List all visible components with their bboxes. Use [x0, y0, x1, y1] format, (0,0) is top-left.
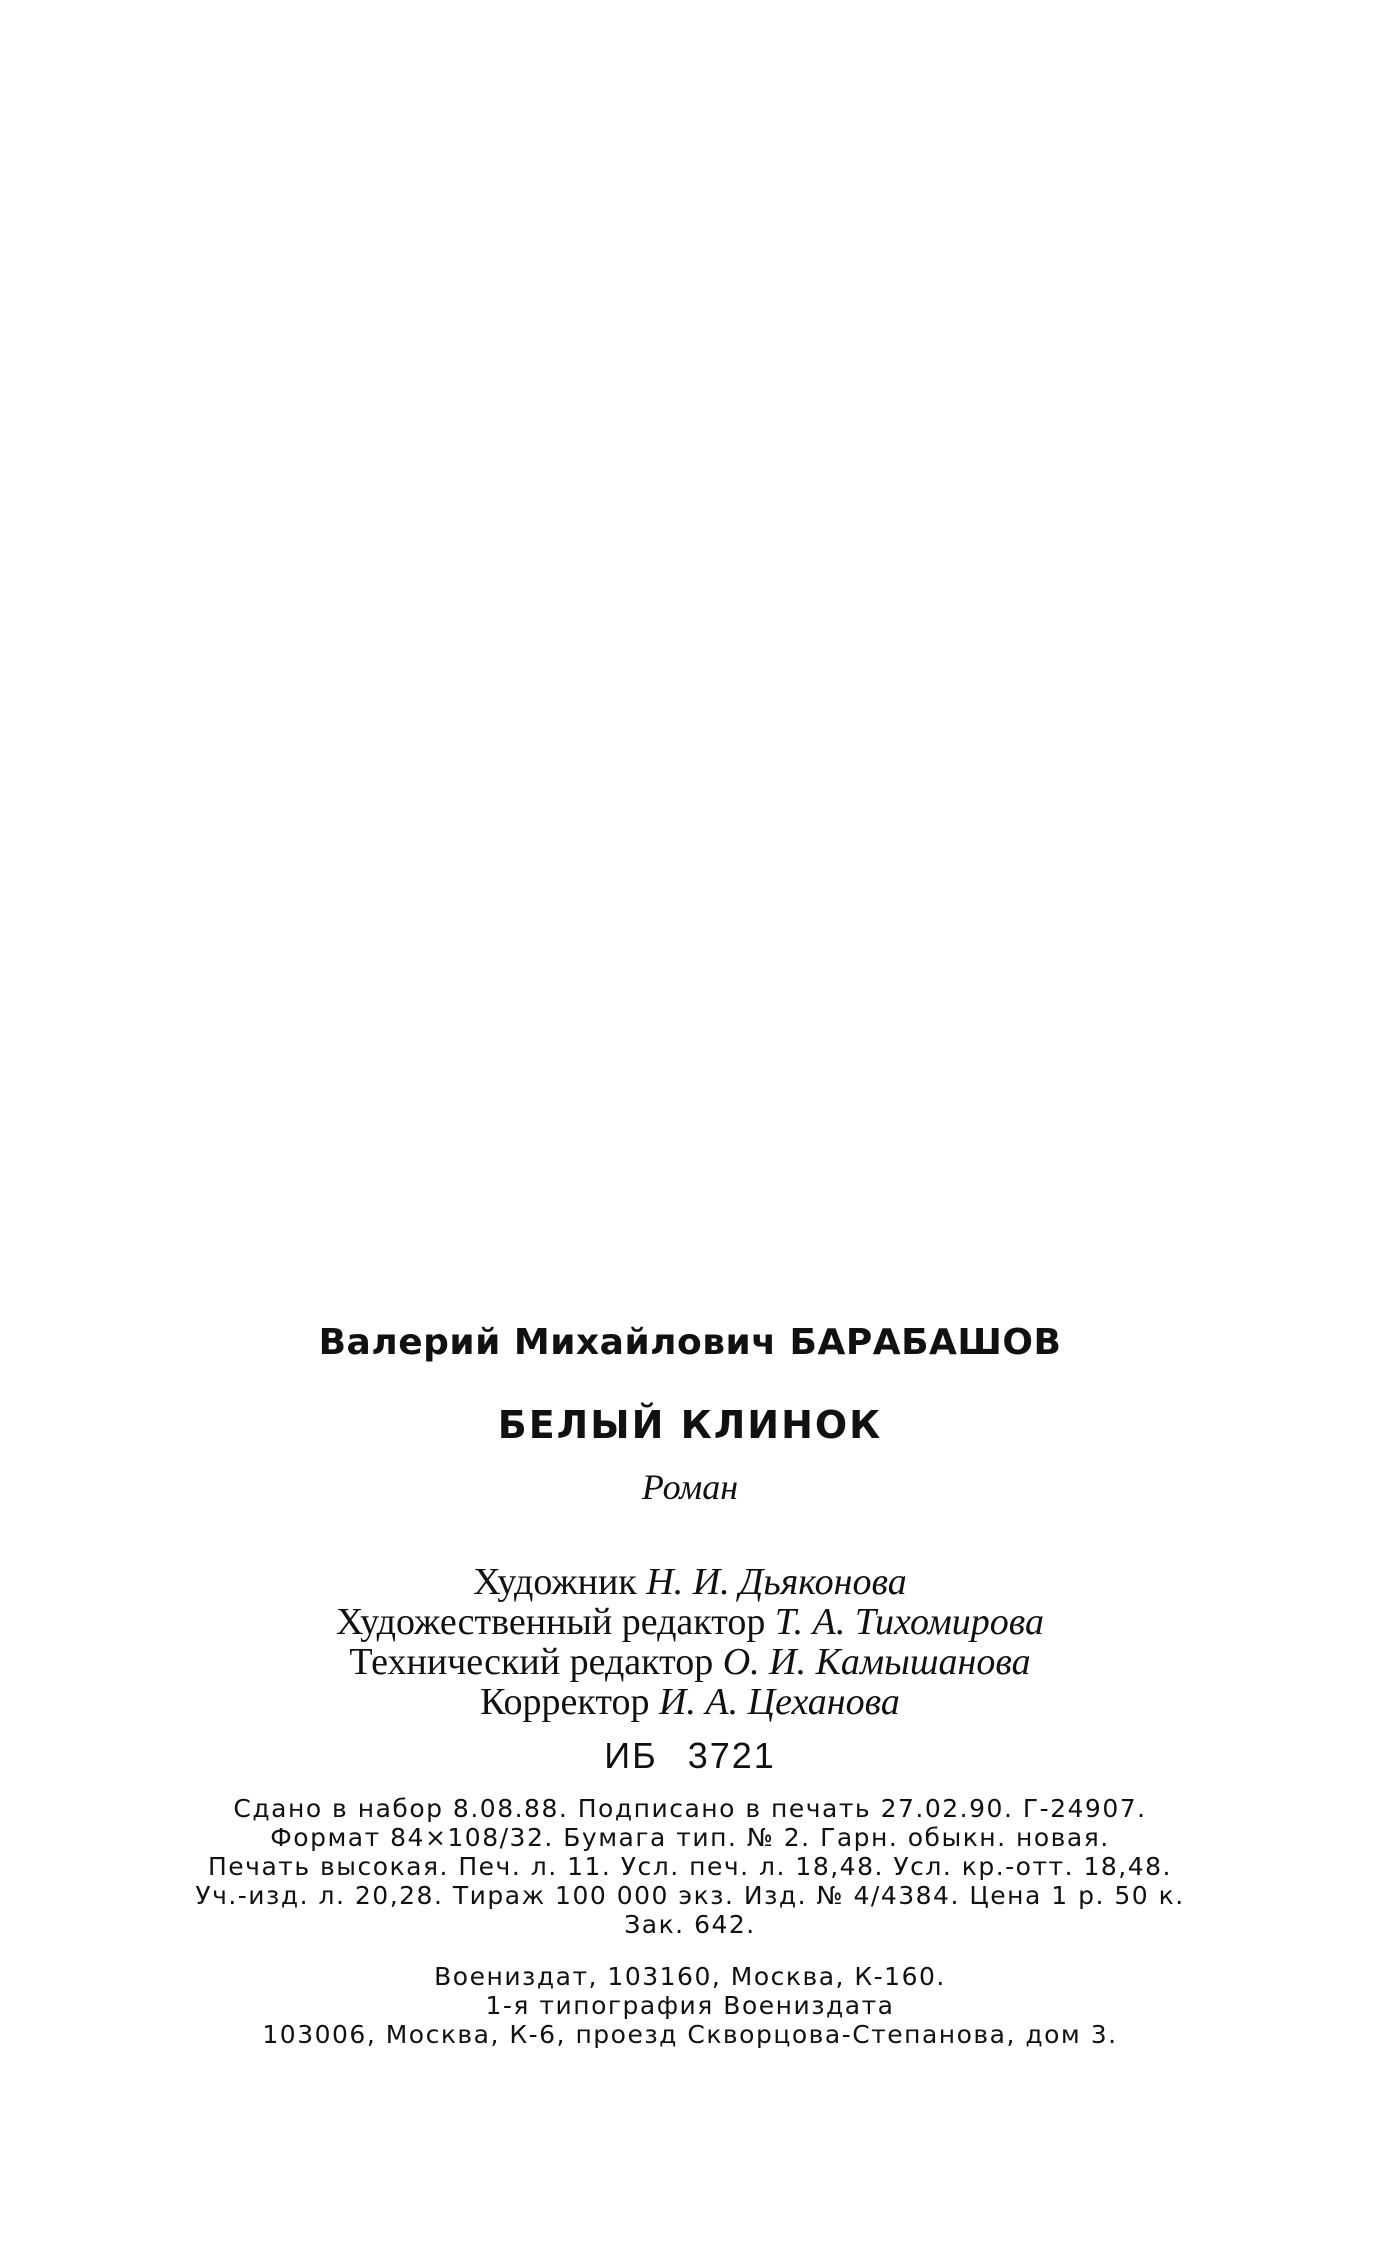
credit-person: И. А. Цеханова	[658, 1681, 900, 1723]
credit-role: Художник	[473, 1561, 637, 1603]
credit-person: Н. И. Дьяконова	[646, 1561, 907, 1603]
book-title: БЕЛЫЙ КЛИНОК	[497, 1403, 883, 1447]
credit-person: О. И. Камышанова	[722, 1641, 1031, 1683]
ib-number: ИБ 3721	[604, 1735, 776, 1776]
credit-line-artist	[0, 1562, 1380, 1602]
credit-line-art-editor	[0, 1602, 1380, 1642]
imprint-line: Сдано в набор 8.08.88. Подписано в печать 27.02.90. Г-24907.	[233, 1794, 1147, 1823]
genre-label: Роман	[641, 1467, 739, 1507]
credit-role: Художественный редактор	[335, 1601, 766, 1643]
publisher-line: 103006, Москва, К-6, проезд Скворцова-Степанова, дом 3.	[262, 2020, 1118, 2049]
credit-person: Т. А. Тихомирова	[774, 1601, 1045, 1643]
publisher-address	[0, 1962, 1380, 2049]
credit-line-proofreader	[0, 1682, 1380, 1722]
imprint-line: Уч.-изд. л. 20,28. Тираж 100 000 экз. Изд. № 4/4384. Цена 1 р. 50 к.	[195, 1881, 1185, 1910]
publisher-line: Воениздат, 103160, Москва, К-160.	[434, 1962, 946, 1991]
credit-role: Технический редактор	[349, 1641, 714, 1683]
credit-role: Корректор	[480, 1681, 650, 1723]
author-name: Валерий Михайлович БАРАБАШОВ	[318, 1322, 1062, 1363]
credit-line-tech-editor	[0, 1642, 1380, 1682]
credits-list	[0, 1562, 1380, 1722]
imprint-line: Формат 84×108/32. Бумага тип. № 2. Гарн. обыкн. новая.	[270, 1823, 1110, 1852]
publisher-line: 1-я типография Воениздата	[485, 1991, 895, 2020]
imprint-line: Зак. 642.	[624, 1910, 756, 1939]
imprint-line: Печать высокая. Печ. л. 11. Усл. печ. л. 18,48. Усл. кр.-отт. 18,48.	[208, 1852, 1172, 1881]
imprint-details	[0, 1794, 1380, 1939]
